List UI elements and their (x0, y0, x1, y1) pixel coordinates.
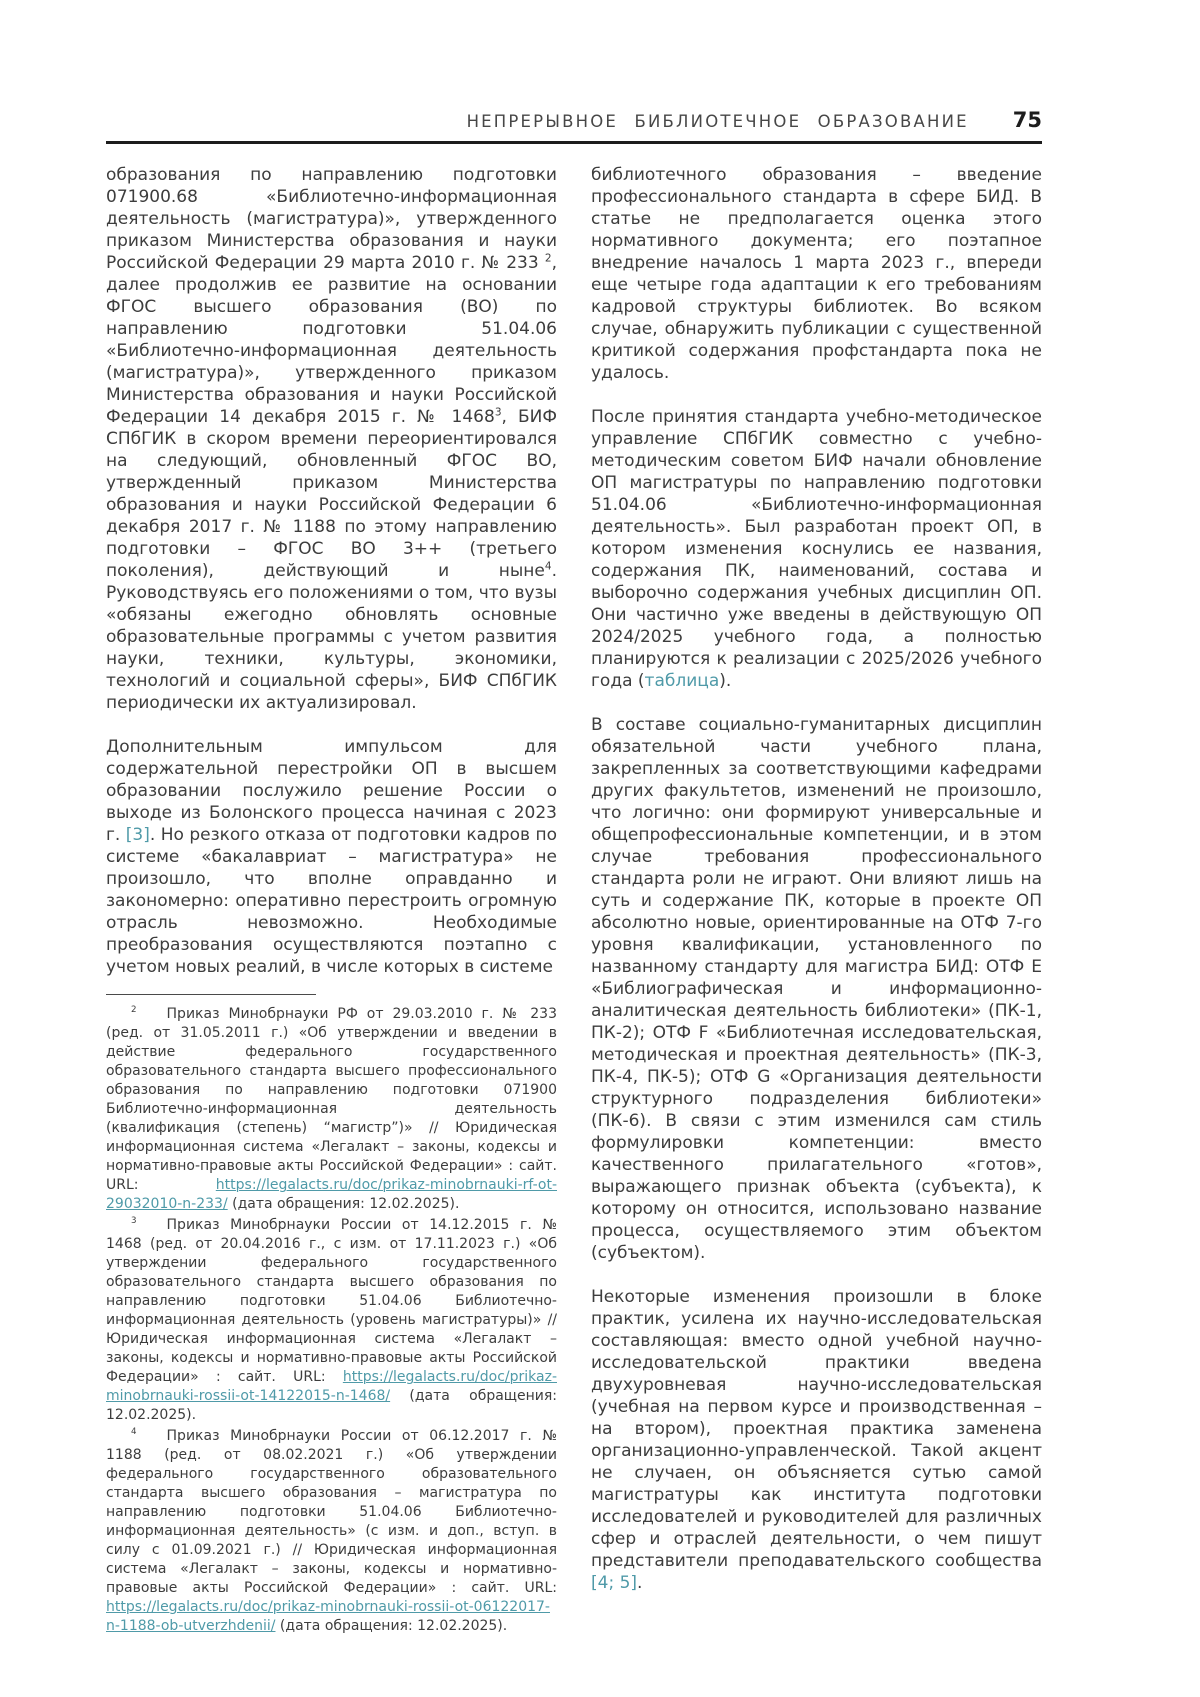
table-link[interactable]: таблица (644, 671, 720, 691)
footnote: $^3$ Приказ Минобрнауки России от 14.12.2015 г. № 1468 (ред. от 20.04.2016 г., с изм. от 17.11.2023 г.) «Об утверждении федерального государственного образовательного стандарта высшего образования по направлению подготовки 51.04.06 Библиотечно-информационная деятельность (уровень магистратуры)» // Юридическая информационная система «Легалакт – законы, кодексы и нормативно-правовые акты Российской Федерации» : сайт. URL: https://legalacts.ru/doc/prikaz-minobrnauki-rossii-ot-14122015-n-1468/ (дата обращения: 12.02.2025). (106, 1216, 557, 1423)
footnotes-block (106, 1005, 557, 1636)
footnote: $^2$ Приказ Минобрнауки РФ от 29.03.2010 г. № 233 (ред. от 31.05.2011 г.) «Об утверждении и введении в действие федерального государственного образовательного стандарта высшего профессионального образования по направлению подготовки 071900 Библиотечно-информационная деятельность (квалификация (степень) “магистр”)» // Юридическая информационная система «Легалакт – законы, кодексы и нормативно-правовые акты Российской Федерации» : сайт. URL: https://legalacts.ru/doc/prikaz-minobrnauki-rf-ot-29032010-n-233/ (дата обращения: 12.02.2025). (106, 1005, 557, 1212)
body-paragraph: библиотечного образования – введение профессионального стандарта в сфере БИД. В статье не предполагается оценка этого нормативного документа; его поэтапное внедрение началось 1 марта 2023 г., впереди еще четыре года адаптации к его требованиям кадровой структуры библиотек. Во всяком случае, обнаружить публикации с существенной критикой содержания профстандарта пока не удалось. (591, 165, 1042, 383)
body-paragraph: После принятия стандарта учебно-методическое управление СПбГИК совместно с учебно-методическим советом БИФ начали обновление ОП магистратуры по направлению подготовки 51.04.06 «Библиотечно-информационная деятельность». Был разработан проект ОП, в котором изменения коснулись ее названия, содержания ПК, наименований, состава и выборочно содержания учебных дисциплин ОП. Они частично уже введены в действующую ОП 2024/2025 учебного года, а полностью планируются к реализации с 2025/2026 учебного года (таблица). (591, 407, 1042, 691)
citation-link-4-5[interactable]: [4; 5] (591, 1573, 638, 1593)
footnote-ref: 3 (494, 406, 502, 419)
running-header-line (106, 108, 1042, 132)
citation-link-3[interactable]: [3] (125, 825, 150, 845)
footnote-ref: 2 (544, 252, 552, 265)
body-paragraph: В составе социально-гуманитарных дисциплин обязательной части учебного плана, закрепленных за соответствующими кафедрами других факультетов, изменений не произошло, что логично: они формируют универсальные и общепрофессиональные компетенции, и в этом случае требования профессионального стандарта роли не играют. Они влияют лишь на суть и содержание ПК, которые в проекте ОП абсолютно новые, ориентированные на ОТФ 7-го уровня квалификации, установленного по названному стандарту для магистра БИД: ОТФ E «Библиографическая и информационно-аналитическая деятельность библиотеки» (ПК-1, ПК-2); ОТФ F «Библиотечная исследовательская, методическая и проектная деятельность» (ПК-3, ПК-4, ПК-5); ОТФ G «Организация деятельности структурного подразделения библиотеки» (ПК-6). В связи с этим изменился сам стиль формулировки компетенции: вместо качественного прилагательного «готов», выражающего признак объекта (субъекта), к которому он относится, использовано название процесса, осуществляемого этим объектом (субъектом). (591, 715, 1042, 1263)
legalacts-url-link-233[interactable]: https://legalacts.ru/doc/prikaz-minobrnauki-rf-ot-29032010-n-233/ (106, 1177, 557, 1212)
footnote-ref: 4 (544, 560, 552, 573)
footnote: $^4$ Приказ Минобрнауки России от 06.12.2017 г. № 1188 (ред. от 08.02.2021 г.) «Об утверждении федерального государственного образовательного стандарта высшего образования – магистратура по направлению подготовки 51.04.06 Библиотечно-информационная деятельность» (с изм. и доп., вступ. в силу с 01.09.2021 г.) // Юридическая информационная система «Легалакт – законы, кодексы и нормативно-правовые акты Российской Федерации» : сайт. URL: https://legalacts.ru/doc/prikaz-minobrnauki-rossii-ot-06122017-n-1188-ob-utverzhdenii/ (дата обращения: 12.02.2025). (106, 1427, 557, 1634)
header-rule (106, 141, 1042, 144)
body-paragraph: образования по направлению подготовки 071900.68 «Библиотечно-информационная деятельность (магистратура)», утвержденного приказом Министерства образования и науки Российской Федерации 29 марта 2010 г. № 233 $^2$, далее продолжив ее развитие на основании ФГОС высшего образования (ВО) по направлению подготовки 51.04.06 «Библиотечно-информационная деятельность (магистратура)», утвержденного приказом Министерства образования и науки Российской Федерации 14 декабря 2015 г. № 1468$^3$, БИФ СПбГИК в скором времени переориентировался на следующий, обновленный ФГОС ВО, утвержденный приказом Министерства образования и науки Российской Федерации 6 декабря 2017 г. № 1188 по этому направлению подготовки – ФГОС ВО 3++ (третьего поколения), действующий и ныне$^4$. Руководствуясь его положениями о том, что вузы «обязаны ежегодно обновлять основные образовательные программы с учетом развития науки, техники, культуры, экономики, технологий и социальной сферы», БИФ СПбГИК периодически их актуализировал. (106, 165, 557, 713)
body-paragraph: Дополнительным импульсом для содержательной перестройки ОП в высшем образовании послужило решение России о выходе из Болонского процесса начиная с 2023 г. [3]. Но резкого отказа от подготовки кадров по системе «бакалавриат – магистратура» не произошло, что вполне оправданно и закономерно: оперативно перестроить огромную отрасль невозможно. Необходимые преобразования осуществляются поэтапно с учетом новых реалий, в числе которых в системе (106, 737, 557, 977)
footnote-ref: 4 (131, 1427, 137, 1438)
legalacts-url-link-1188[interactable]: https://legalacts.ru/doc/prikaz-minobrnauki-rossii-ot-06122017-n-1188-ob-utverzhdenii/ (106, 1599, 550, 1634)
footnote-ref: 2 (131, 1005, 137, 1016)
page-number: 75 (1012, 108, 1042, 132)
section-title: НЕПРЕРЫВНОЕ БИБЛИОТЕЧНОЕ ОБРАЗОВАНИЕ (466, 112, 969, 131)
right-column (591, 164, 1042, 1636)
legalacts-url-link-1468[interactable]: https://legalacts.ru/doc/prikaz-minobrnauki-rossii-ot-14122015-n-1468/ (106, 1369, 557, 1404)
running-header (106, 108, 1042, 144)
two-column-body (106, 164, 1042, 1636)
body-paragraph: Некоторые изменения произошли в блоке практик, усилена их научно-исследовательская составляющая: вместо одной учебной научно-исследовательской практики введена двухуровневая научно-исследовательская (учебная на первом курсе и производственная – на втором), проектная практика заменена организационно-управленческой. Такой акцент не случаен, он объясняется сутью самой магистратуры как института подготовки исследователей и руководителей для различных сфер и отраслей деятельности, о чем пишут представители преподавательского сообщества [4; 5]. (591, 1287, 1042, 1593)
footnote-ref: 3 (131, 1216, 137, 1227)
left-column (106, 164, 557, 1636)
footnote-separator (106, 994, 316, 995)
